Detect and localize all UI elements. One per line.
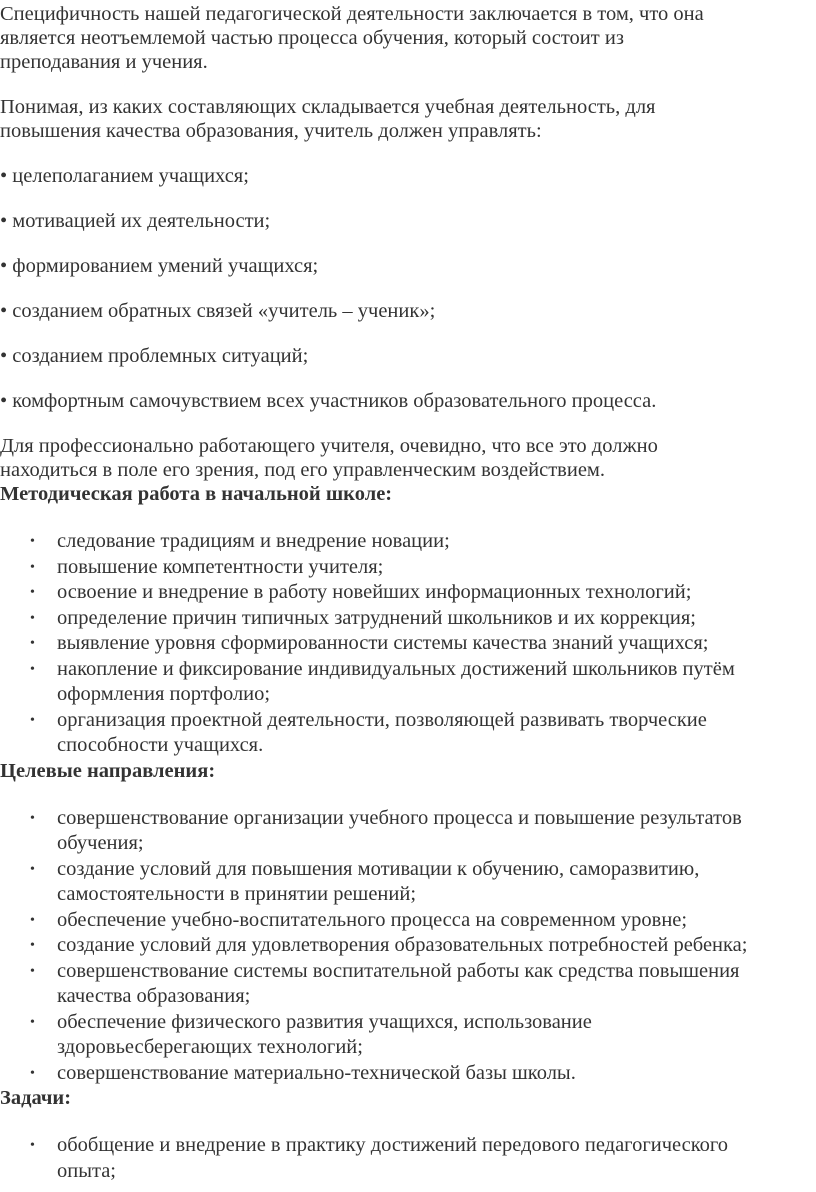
text-line: преподавания и учения. (0, 51, 208, 73)
text-line: повышения качества образования, учитель должен управлять: (0, 120, 542, 142)
list-item (0, 1133, 747, 1184)
text-line: качества образования; (57, 985, 251, 1007)
text-line: • мотивацией их деятельности; (0, 210, 271, 232)
bullet-icon: • (30, 585, 35, 600)
bullet-list (0, 1133, 747, 1184)
text-line: повышение компетентности учителя; (57, 555, 384, 578)
bullet-icon: • (30, 1014, 35, 1030)
text-line: является неотъемлемой частью процесса обучения, который состоит из (0, 27, 624, 49)
text-line: • целеполаганием учащихся; (0, 165, 249, 187)
list-item (0, 806, 747, 857)
paragraph (0, 344, 747, 368)
list-item (0, 1061, 747, 1087)
text-line: создание условий для удовлетворения образовательных потребностей ребенка; (57, 934, 748, 956)
section-heading: Задачи: (0, 1087, 72, 1109)
text-line: • формированием умений учащихся; (0, 255, 319, 277)
bullet-icon: • (30, 810, 35, 826)
section-heading: Методическая работа в начальной школе: (0, 483, 393, 505)
list-item (0, 529, 747, 555)
text-line: совершенствование материально-технической базы школы. (57, 1061, 576, 1084)
bullet-icon: • (30, 963, 35, 979)
bullet-icon: • (30, 534, 35, 549)
bullet-icon: • (30, 912, 35, 928)
bullet-list (0, 529, 747, 759)
document (0, 2, 747, 1184)
bullet-icon: • (30, 1065, 35, 1081)
text-line: здоровьесберегающих технологий; (57, 1036, 363, 1058)
paragraph (0, 254, 747, 278)
text-line: • комфортным самочувствием всех участников образовательного процесса. (0, 390, 657, 412)
bullet-icon: • (30, 559, 35, 575)
bullet-icon: • (30, 712, 35, 728)
bullet-icon: • (30, 1138, 35, 1153)
text-line: самостоятельности в принятии решений; (57, 883, 417, 905)
text-line: Специфичность нашей педагогической деятельности заключается в том, что она (0, 3, 704, 25)
bullet-icon: • (30, 636, 35, 651)
text-line: организация проектной деятельности, позволяющей развивать творческие (57, 708, 707, 731)
text-line: обучения; (57, 832, 144, 854)
list-item (0, 857, 747, 908)
text-line: Понимая, из каких составляющих складывается учебная деятельность, для (0, 96, 656, 118)
text-line: совершенствование системы воспитательной работы как средства повышения (57, 959, 740, 982)
paragraph (0, 164, 747, 188)
list-item (0, 555, 747, 581)
text-line: освоение и внедрение в работу новейших информационных технологий; (57, 581, 692, 603)
paragraph (0, 389, 747, 413)
text-line: создание условий для повышения мотивации к обучению, саморазвитию, (57, 857, 700, 880)
text-line: накопление и фиксирование индивидуальных достижений школьников путём (57, 657, 735, 680)
list-item (0, 933, 747, 959)
text-line: обеспечение учебно-воспитательного процесса на современном уровне; (57, 908, 688, 931)
text-line: опыта; (57, 1159, 116, 1182)
text-line: • созданием проблемных ситуаций; (0, 345, 309, 367)
paragraph (0, 434, 747, 482)
list-item (0, 631, 747, 657)
bullet-icon: • (30, 938, 35, 953)
paragraph (0, 209, 747, 233)
list-item (0, 606, 747, 632)
text-line: следование традициям и внедрение новации; (57, 530, 450, 552)
text-line: выявление уровня сформированности системы качества знаний учащихся; (57, 632, 709, 654)
text-line: обобщение и внедрение в практику достижений передового педагогического (57, 1134, 729, 1156)
section-heading: Целевые направления: (0, 759, 216, 782)
text-line: способности учащихся. (57, 734, 264, 756)
list-item (0, 959, 747, 1010)
list-item (0, 657, 747, 708)
text-line: совершенствование организации учебного процесса и повышение результатов (57, 806, 742, 829)
text-line: оформления портфолио; (57, 683, 271, 705)
list-item (0, 908, 747, 934)
paragraph (0, 2, 747, 74)
list-item (0, 1010, 747, 1061)
bullet-list (0, 806, 747, 1087)
text-line: • созданием обратных связей «учитель – ученик»; (0, 300, 436, 322)
paragraph (0, 95, 747, 143)
text-line: находиться в поле его зрения, под его управленческим воздействием. (0, 459, 606, 481)
list-item (0, 708, 747, 759)
bullet-icon: • (30, 610, 35, 626)
text-line: обеспечение физического развития учащихся, использование (57, 1010, 592, 1033)
bullet-icon: • (30, 861, 35, 877)
bullet-icon: • (30, 661, 35, 677)
text-line: определение причин типичных затруднений школьников и их коррекция; (57, 606, 696, 629)
paragraph (0, 299, 747, 323)
text-line: Для профессионально работающего учителя, очевидно, что все это должно (0, 435, 658, 457)
list-item (0, 580, 747, 606)
